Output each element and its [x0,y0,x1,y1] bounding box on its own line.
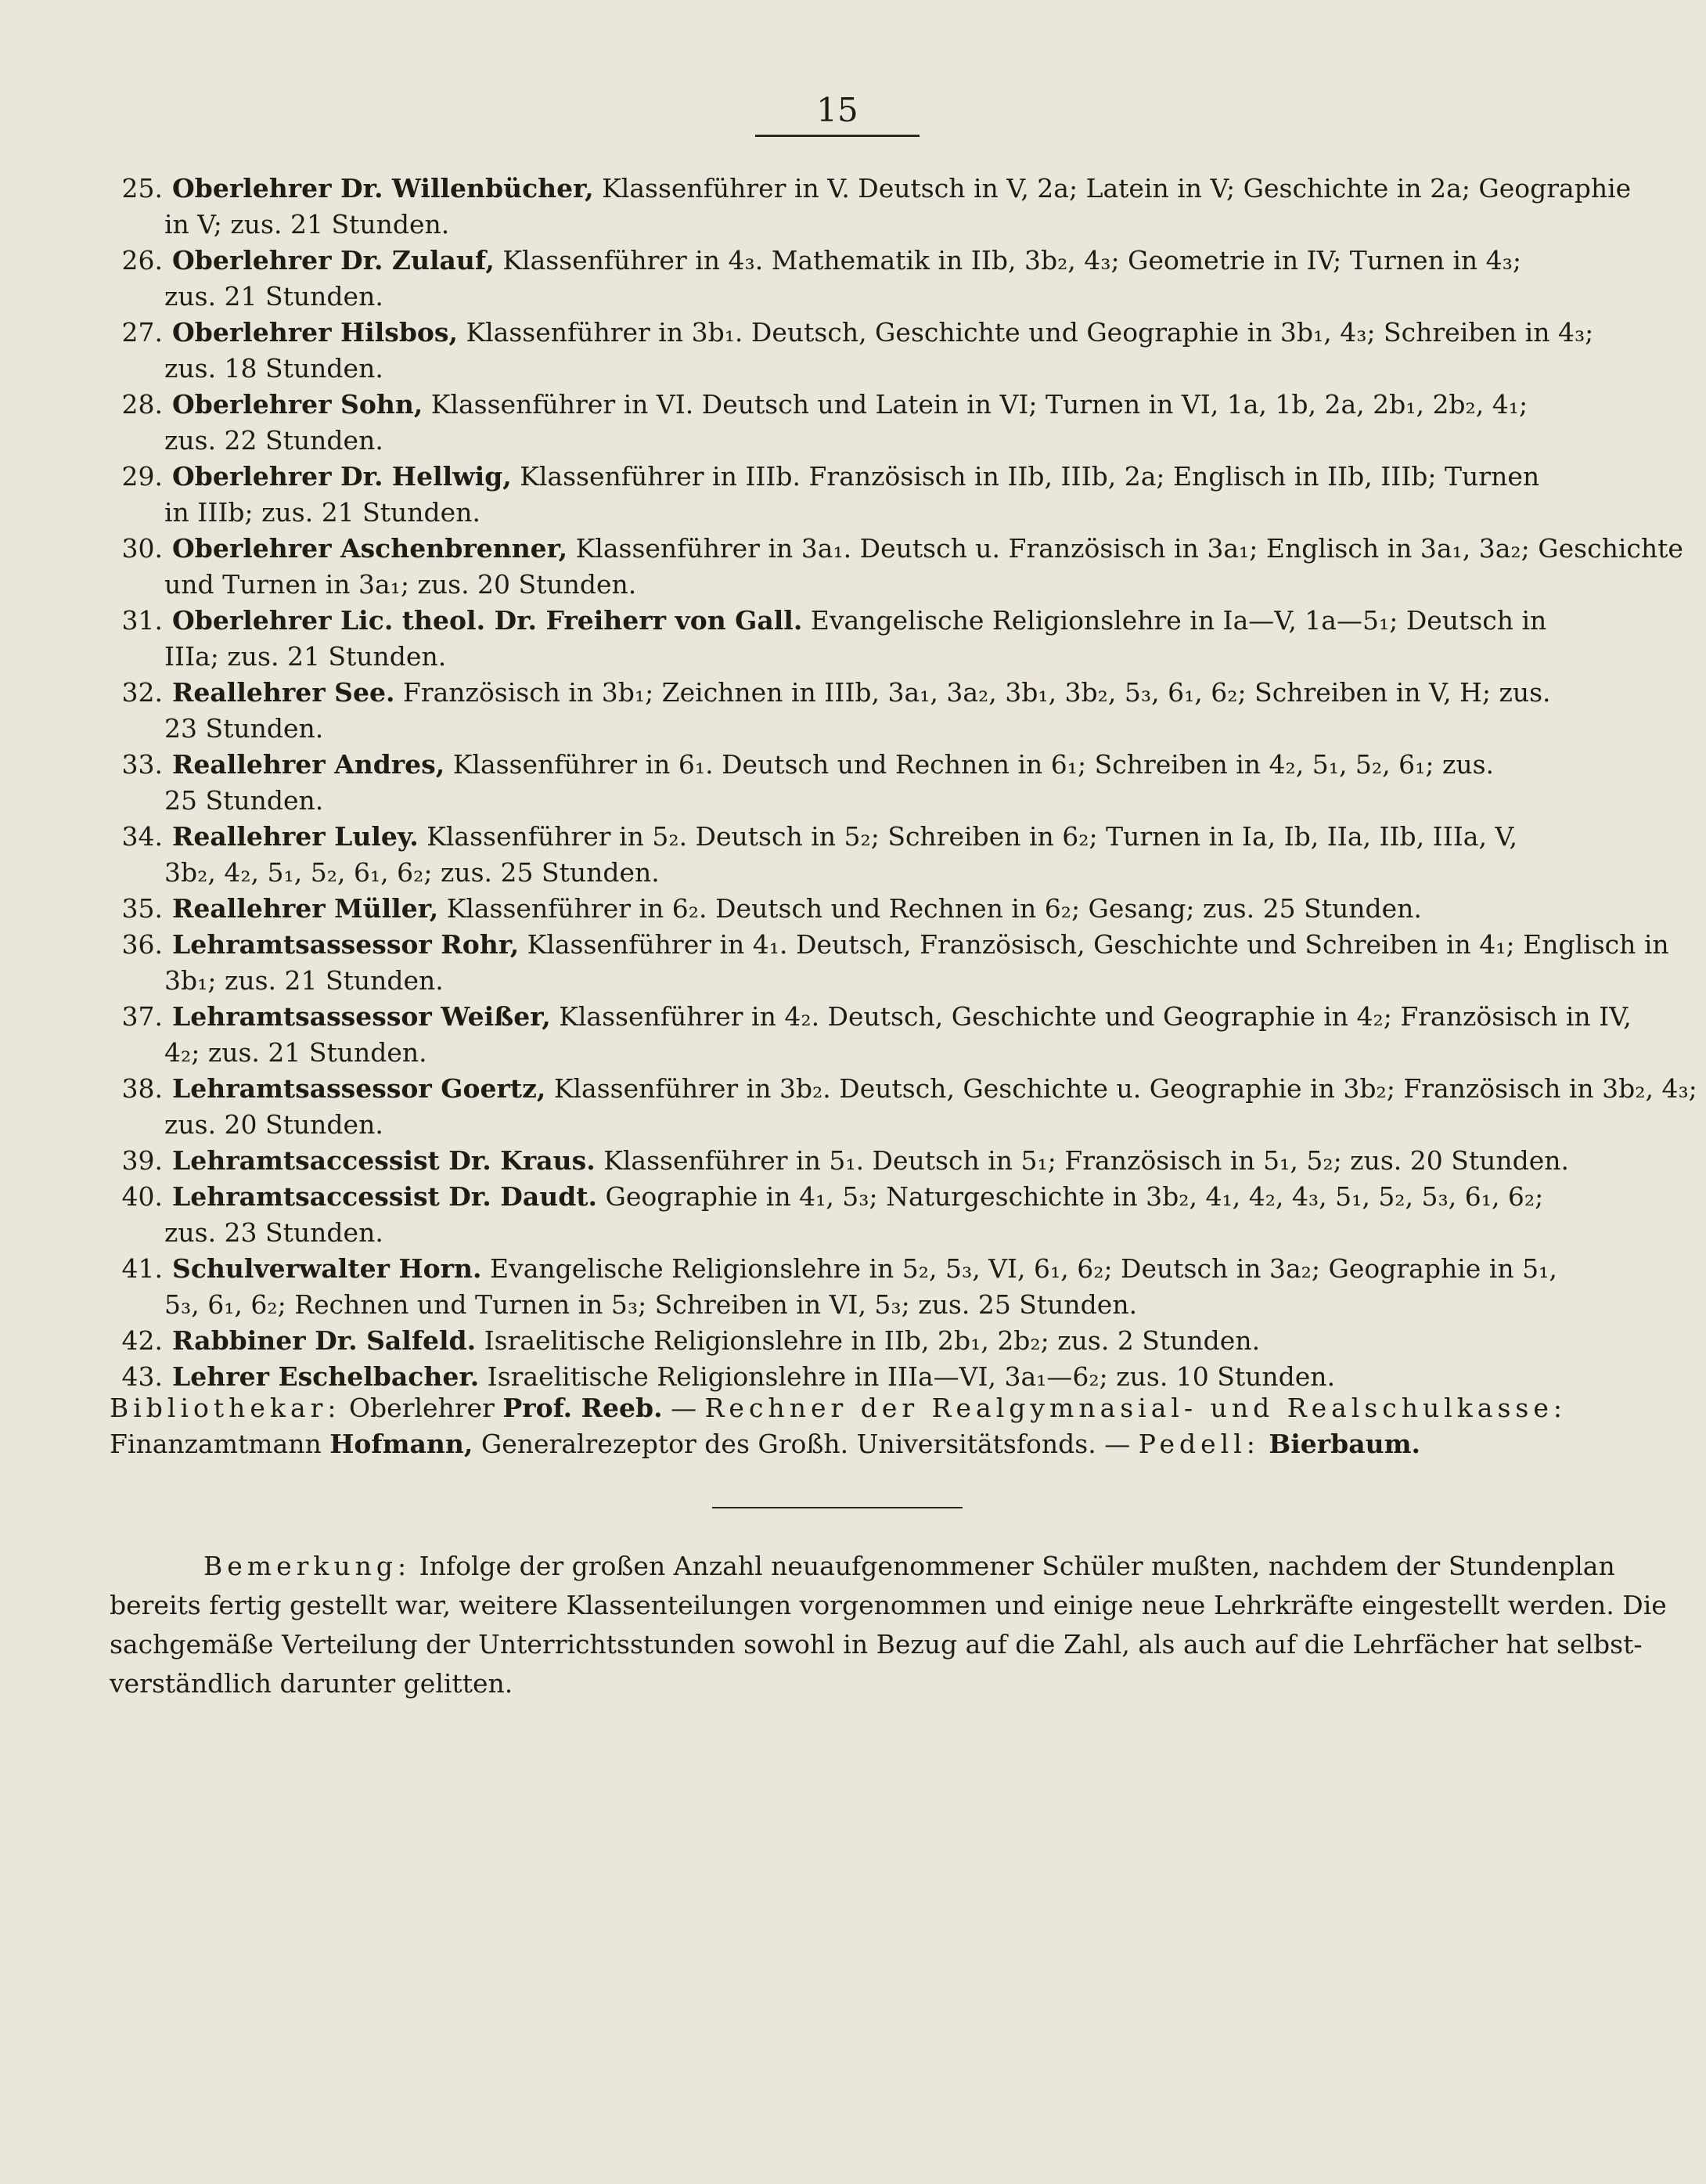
entry-number: 25. [121,173,163,204]
remark-line-1 [203,1547,1615,1586]
teacher-entry [110,1143,1569,1179]
assignment-text: Französisch in 3b₁; Zeichnen in IIIb, 3a₁, 3a₂, 3b₁, 3b₂, 5₃, 6₁, 6₂; Schreiben in V, H; zus. [394,677,1551,708]
assignment-text: Klassenführer in IIIb. Französisch in IIb, IIIb, 2a; Englisch in IIb, IIIb; Turnen [511,461,1540,492]
assignment-continuation: zus. 18 Stunden. [164,353,383,384]
assignment-continuation: IIIa; zus. 21 Stunden. [164,641,447,672]
teacher-entry [110,747,1553,783]
entry-number: 31. [121,605,163,636]
assignment-text: Klassenführer in 3a₁. Deutsch u. Französisch in 3a₁; Englisch in 3a₁, 3a₂; Geschichte [567,533,1683,564]
assignment-text: Geographie in 4₁, 5₃; Naturgeschichte in 3b₂, 4₁, 4₂, 4₃, 5₁, 5₂, 5₃, 6₁, 6₂; [597,1181,1544,1212]
teacher-entry [110,675,1553,711]
entry-number: 30. [121,533,163,564]
assignment-text: Klassenführer in 5₁. Deutsch in 5₁; Französisch in 5₁, 5₂; zus. 20 Stunden. [595,1145,1569,1176]
remark-line-3: sachgemäße Verteilung der Unterrichtsstunden sowohl in Bezug auf die Zahl, als auch auf die Lehrfächer hat selbst- [110,1629,1643,1660]
assignment-text: Klassenführer in 6₂. Deutsch und Rechnen in 6₂; Gesang; zus. 25 Stunden. [438,893,1422,924]
assignment-text: Klassenführer in 4₁. Deutsch, Französisch, Geschichte und Schreiben in 4₁; Englisch in [519,929,1669,960]
teacher-entry [110,531,1683,567]
teacher-name: Lehramtsaccessist Dr. Kraus. [172,1145,596,1176]
assignment-text: Klassenführer in V. Deutsch in V, 2a; Latein in V; Geschichte in 2a; Geographie [593,173,1632,204]
entry-number: 38. [121,1073,163,1104]
teacher-name: Lehramtsassessor Weißer, [172,1001,551,1032]
teacher-name: Lehramtsassessor Rohr, [172,929,520,960]
teacher-name: Schulverwalter Horn. [172,1253,482,1284]
teacher-name: Oberlehrer Hilsbos, [172,317,458,348]
assignment-continuation: 3b₁; zus. 21 Stunden. [164,965,444,996]
assignment-text: Israelitische Religionslehre in IIIa—VI, 3a₁—6₂; zus. 10 Stunden. [479,1361,1336,1392]
entry-number: 29. [121,461,163,492]
accountant-role: Finanzamtmann [110,1429,330,1459]
teacher-name: Oberlehrer Aschenbrenner, [172,533,568,564]
entry-number: 39. [121,1145,163,1176]
teacher-entry [110,891,1553,927]
teacher-entry [110,1179,1553,1215]
remark-line-4: verständlich darunter gelitten. [110,1668,513,1699]
teacher-entry [110,1251,1557,1287]
page-number: 15 [816,91,858,129]
entry-number: 26. [121,245,163,276]
assignment-continuation: zus. 21 Stunden. [164,281,383,312]
entry-number: 37. [121,1001,163,1032]
beadle-name: Bierbaum. [1259,1429,1421,1459]
teacher-name: Lehrer Eschelbacher. [172,1361,480,1392]
accountant-detail: Generalrezeptor des Großh. Universitätsfonds. — [473,1429,1139,1459]
remark-line-2: bereits fertig gestellt war, weitere Klassenteilungen vorgenommen und einige neue Lehrkräfte eingestellt werden. Die [110,1590,1667,1620]
librarian-name: Prof. Reeb. [502,1393,663,1423]
entry-number: 43. [121,1361,163,1392]
entry-number: 35. [121,893,163,924]
beadle-label: Pedell: [1138,1429,1260,1459]
separator: — [662,1393,705,1423]
entry-number: 42. [121,1325,163,1356]
teacher-entry [110,999,1632,1035]
accountant-name: Hofmann, [329,1429,473,1459]
librarian-role: Oberlehrer [340,1393,503,1423]
assignment-continuation: 23 Stunden. [164,713,324,744]
assignment-continuation: in V; zus. 21 Stunden. [164,209,450,240]
teacher-name: Reallehrer Müller, [172,893,439,924]
assignment-continuation: zus. 20 Stunden. [164,1109,383,1140]
teacher-entry [110,171,1632,207]
staff-line-1 [110,1390,1567,1426]
assignment-text: Klassenführer in 6₁. Deutsch und Rechnen in 6₁; Schreiben in 4₂, 5₁, 5₂, 6₁; zus. [444,749,1495,780]
teacher-name: Reallehrer Andres, [172,749,445,780]
teacher-name: Oberlehrer Dr. Hellwig, [172,461,512,492]
assignment-text: Evangelische Religionslehre in Ia—V, 1a—5₁; Deutsch in [802,605,1547,636]
entry-number: 40. [121,1181,163,1212]
assignment-text: Klassenführer in 3b₁. Deutsch, Geschichte und Geographie in 3b₁, 4₃; Schreiben in 4₃; [457,317,1594,348]
assignment-continuation: zus. 22 Stunden. [164,425,383,456]
assignment-text: Klassenführer in 5₂. Deutsch in 5₂; Schreiben in 6₂; Turnen in Ia, Ib, IIa, IIb, IIIa, V, [418,821,1517,852]
assignment-continuation: 25 Stunden. [164,785,324,816]
teacher-name: Oberlehrer Lic. theol. Dr. Freiherr von Gall. [172,605,803,636]
teacher-entry [110,315,1594,351]
assignment-continuation: und Turnen in 3a₁; zus. 20 Stunden. [164,569,637,600]
teacher-name: Reallehrer See. [172,677,395,708]
teacher-entry [110,459,1553,495]
teacher-name: Oberlehrer Dr. Willenbücher, [172,173,594,204]
teacher-name: Oberlehrer Dr. Zulauf, [172,245,495,276]
teacher-name: Reallehrer Luley. [172,821,419,852]
teacher-entry [110,1071,1697,1107]
remark-text-1: Infolge der großen Anzahl neuaufgenommener Schüler mußten, nachdem der Stundenplan [411,1551,1615,1581]
teacher-entry [110,1323,1553,1359]
remark-label: Bemerkung: [203,1551,412,1581]
entry-number: 34. [121,821,163,852]
assignment-text: Klassenführer in VI. Deutsch und Latein in VI; Turnen in VI, 1a, 1b, 2a, 2b₁, 2b₂, 4₁; [423,389,1528,420]
entry-number: 41. [121,1253,163,1284]
assignment-continuation: 5₃, 6₁, 6₂; Rechnen und Turnen in 5₃; Schreiben in VI, 5₃; zus. 25 Stunden. [164,1289,1138,1320]
teacher-name: Oberlehrer Sohn, [172,389,423,420]
entry-number: 36. [121,929,163,960]
teacher-entry [110,819,1553,855]
assignment-text: Evangelische Religionslehre in 5₂, 5₃, VI, 6₁, 6₂; Deutsch in 3a₂; Geographie in 5₁, [481,1253,1557,1284]
accountant-label: Rechner der Realgymnasial- und Realschulkasse: [704,1393,1567,1423]
section-divider [712,1507,963,1508]
entry-number: 33. [121,749,163,780]
page-number-rule [755,135,920,137]
assignment-text: Klassenführer in 4₂. Deutsch, Geschichte und Geographie in 4₂; Französisch in IV, [550,1001,1632,1032]
assignment-text: Klassenführer in 4₃. Mathematik in IIb, 3b₂, 4₃; Geometrie in IV; Turnen in 4₃; [494,245,1521,276]
teacher-entry [110,387,1553,423]
staff-line-2 [110,1426,1553,1462]
assignment-continuation: in IIIb; zus. 21 Stunden. [164,497,480,528]
entry-number: 32. [121,677,163,708]
assignment-text: Klassenführer in 3b₂. Deutsch, Geschichte u. Geographie in 3b₂; Französisch in 3b₂, 4₃; [545,1073,1697,1104]
teacher-name: Lehramtsaccessist Dr. Daudt. [172,1181,598,1212]
teacher-name: Lehramtsassessor Goertz, [172,1073,546,1104]
assignment-text: Israelitische Religionslehre in IIb, 2b₁, 2b₂; zus. 2 Stunden. [476,1325,1261,1356]
teacher-entry [110,603,1553,639]
entry-number: 27. [121,317,163,348]
teacher-name: Rabbiner Dr. Salfeld. [172,1325,477,1356]
teacher-entry [110,243,1553,279]
assignment-continuation: 4₂; zus. 21 Stunden. [164,1037,427,1068]
assignment-continuation: 3b₂, 4₂, 5₁, 5₂, 6₁, 6₂; zus. 25 Stunden. [164,857,660,888]
teacher-entry [110,927,1669,963]
assignment-continuation: zus. 23 Stunden. [164,1217,383,1248]
entry-number: 28. [121,389,163,420]
librarian-label: Bibliothekar: [110,1393,341,1423]
